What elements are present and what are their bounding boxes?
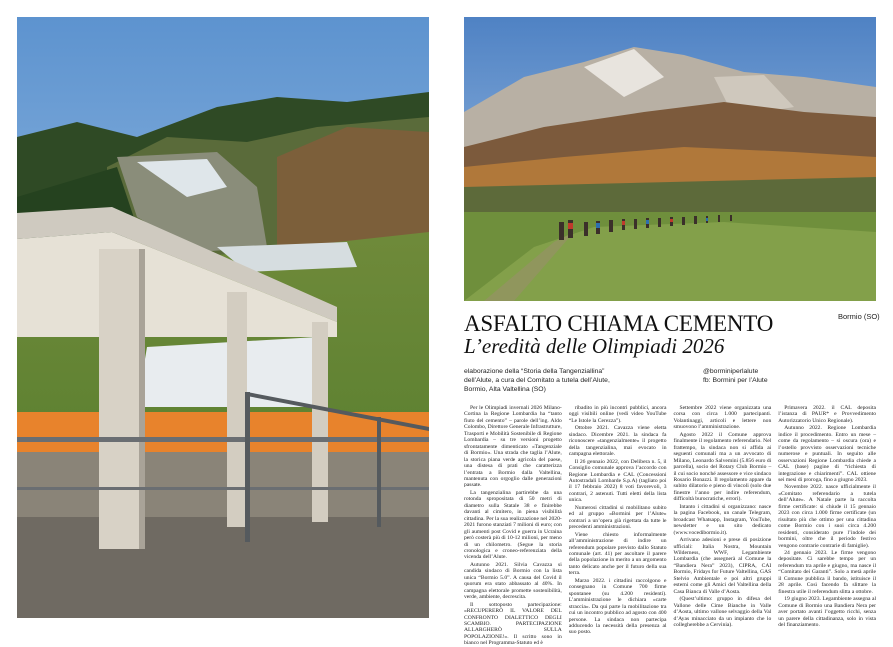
paragraph: Marzo 2022. i cittadini raccolgono e consegnano in Comune 700 firme spontanee (su 4.200 residenti). L’amministrazione le dichiara «carte straccia». Da qui parte la mobilitazione tra cui un incontro pubblico ad agosto con 400 persone. La sindaca non partecipa adducendo la necessità della presenza al suo posto. — [568, 577, 667, 636]
credits-social — [703, 367, 853, 385]
article-body — [464, 405, 876, 647]
paragraph: Arrivano adesioni e prese di posizione ufficiali: Italia Nostra, Mountain Wilderness, WWF, Legambiente Lombardia (che assegnerà al Comune la “Bandiera Nera” 2023), CIPRA, CAI Bormio, Fridays for Future Valtellina, GAS Stelvio Ambientale e poi altri gruppi esterni come gli Amici del Valtellina della Casa Bianca di Valle d’Aosta. — [673, 537, 772, 595]
paragraph: Autunno 2021. Silvia Cavazza si candida sindaco di Bormio con la lista unica “Bormio 5.0”. A causa del Covid il quorum era stato abbassato al 40%. In campagna elettorale promette sostenibilità, verde, ambiente, decrescita. — [464, 561, 562, 601]
paragraph: La tangenzialina partirebbe da una rotonda spropositata di 50 metri di diametro sulla Statale 38 e finirebbe davanti al cimitero, in piena visibilità cittadina. Per la sua realizzazione nel 2020-2021 furono stanziati 7 milioni di euro; con gli aumenti post Covid e guerra in Ucraina però costerà più di 10-12 milioni, per meno di un chilometro. (Segue la storia cronologica e croneo-referenziata della vicenda dell’Alute. — [464, 489, 562, 561]
article-column-2 — [568, 405, 667, 636]
page-subtitle: L’eredità delle Olimpiadi 2026 — [464, 334, 725, 358]
paragraph: 19 giugno 2023. Legambiente assegna al Comune di Bormio una Bandiera Nera per aver portato avanti l’oggetto ricchi, senza un parere della cittadinanza, solo in vista del finanziamento. — [778, 596, 876, 628]
article-column-3 — [673, 405, 772, 628]
paragraph: Primavera 2022. il CAL deposita l’istanza di PAUR* e Provvedimento Autorizzatorio Unico Regionale). — [778, 405, 876, 424]
photo-ski-slope-concrete-frame — [17, 17, 429, 618]
paragraph: Numerosi cittadini si mobilitano subito ed al gruppo «Bormini per l’Alute» contrari a un’opera già rigettata da tutte le precedenti amministrazioni. — [568, 504, 667, 531]
paragraph: Novembre 2022. nasce ufficialmente il «Comitato referendario a tutela dell’Alute». A Natale parte la raccolta firme certificate: si chiude il 15 gennaio 2023 con circa 1.000 firme certificate (un risultato più che ottimo per una cittadina come Bormio con i suoi circa 4.200 residenti, considerato pure l’indole dei bormini, oltre che il periodo festivo vengono contrarie contrarie di famiglie). — [778, 484, 876, 549]
credits-source — [464, 367, 664, 394]
paragraph: Settembre 2022 viene organizzata una corsa con circa 1.000 partecipanti. Volantinaggi, articoli e lettere non smuovono l’amministrazione. — [673, 405, 772, 431]
credits-line-2: dell’Alute, a cura del Comitato a tutela dell’Alute, — [464, 377, 610, 384]
credits-handle-2: fb: Bormini per l’Alute — [703, 377, 768, 384]
paragraph: Autunno 2022. Regione Lombardia indice il procedimento. Entro un mese – come da regolamento – si oscura (ora) e l’ostello provvisto osservazioni tecniche numerose e puntuali. In seguito alle osservazioni Regione Lombardia chiede a CAL (base) pagine di “richiesta di integrazione e chiarimenti”. CAL ottiene sei mesi di proroga, fino a giugno 2023. — [778, 425, 876, 483]
photo-caption: Bormio (SO) — [838, 312, 880, 321]
credits-line-1: elaborazione della “Storia della Tangenziallina” — [464, 368, 605, 375]
paragraph: Ottobre 2021. Cavazza viene eletta sindaco. Dicembre 2021. la sindaca fa riconoscere «tangenzialmente» il progetto della tangenzialina, mai evocato in campagna elettorale. — [568, 425, 667, 458]
page-title: ASFALTO CHIAMA CEMENTO — [464, 311, 774, 336]
article-column-1 — [464, 405, 562, 647]
paragraph: Il sottoposto partecipazione: «RECUPERERÒ IL VALORE DEL CONFRONTO DIALETTICO DEGLI SCAMBIO. PARTECIPAZIONE ALLARGHERÒ SULLA POPOLAZIONE!». Il scritto sono in bianco nel Programma-Statuto ed è — [464, 601, 562, 647]
paragraph: Per le Olimpiadi invernali 2026 Milano-Cortina la Regione Lombardia ha “tanto fiuto del cemento” – parole dell’ing. Aldo Colombo, Direttore Generale Infrastrutture, Trasporti e Mobilità Sostenibile di Regione Lombardia – su tre versioni progetto sfrontatamente dimenticato «Tangenziale di Bormio». Una strada che taglia l’Alute, la storica piana verde agricola del paese, una distesa di prati che caratterizza l’entrata a Bormio dalla Valtellina, mantenuta con orgoglio dalle generazioni passate. — [464, 405, 562, 489]
article-column-4 — [778, 405, 876, 628]
credits-line-3: Bormio, Alta Valtellina (SO) — [464, 386, 546, 393]
paragraph: Agosto 2022 il Comune approva finalmente il regolamento referendario. Nel frattempo, la sindaca non si affida ai seguenti comunali ma a un avvocato di Milano, Leonardo Salvemini (5.856 euro di parcella), socio del Rotary Club Bormio – il cui socio nonché assessore e vice sindaco Rosario Bonazzi. Il regolamento appare da subito dilatorio e pieno di vincoli (solo due finestre l’anno per indire referendum, difficoltà burocratiche, errori). — [673, 431, 772, 503]
paragraph: Intanto i cittadini si organizzano: nasce la pagina Facebook, un canale Telegram, broadcast Whatsapp, Instagram, YouTube, newsletter e un sito dedicato (www.vocedibormio.it). — [673, 503, 772, 536]
paragraph: ribadito in più incontri pubblici, ancora oggi visibili online (vedi video YouTube “Le Istole la Cerezza”). — [568, 405, 667, 424]
paragraph: (Quest’ultimo: gruppo in difesa del Vallone delle Cime Bianche in Valle d’Aosta, ultimo vallone selvaggio della Val d’Ayas minacciato da un impianto che lo collegherebbe a Cervinia). — [673, 596, 772, 628]
paragraph: 24 gennaio 2023. Le firme vengono depositate. Ci sarebbe tempo per un referendum tra aprile e giugno, ma nasce il “Comitato dei Garanti”. Solo a metà aprile il Comune pubblica il bando, istituisce il 28 aprile. Così facendo fa slittare la finestra utile il referendum slitta a ottobre. — [778, 549, 876, 595]
photo-hikers-valley — [464, 17, 876, 301]
credits-handle-1: @borminiperlalute — [703, 368, 759, 375]
paragraph: Il 26 gennaio 2022, con Delibera n. 5, il Consiglio comunale approva l’accordo con Regione Lombardia e CAL (Concessioni Autostradali Lombarde S.p.A) (tagliato poi il 17 febbraio 2022) 8 voti favorevoli, 3 contrari, 2 astenuti. Tutti eletti della lista unica. — [568, 458, 667, 504]
paragraph: Viene chiesto informalmente all’amministrazione di indire un referendum popolare previsto dallo Statuto comunale (art. 41) per ascoltare il parere della popolazione in merito a un argomento tanto delicato anche per il futuro della sua terra. — [568, 531, 667, 577]
